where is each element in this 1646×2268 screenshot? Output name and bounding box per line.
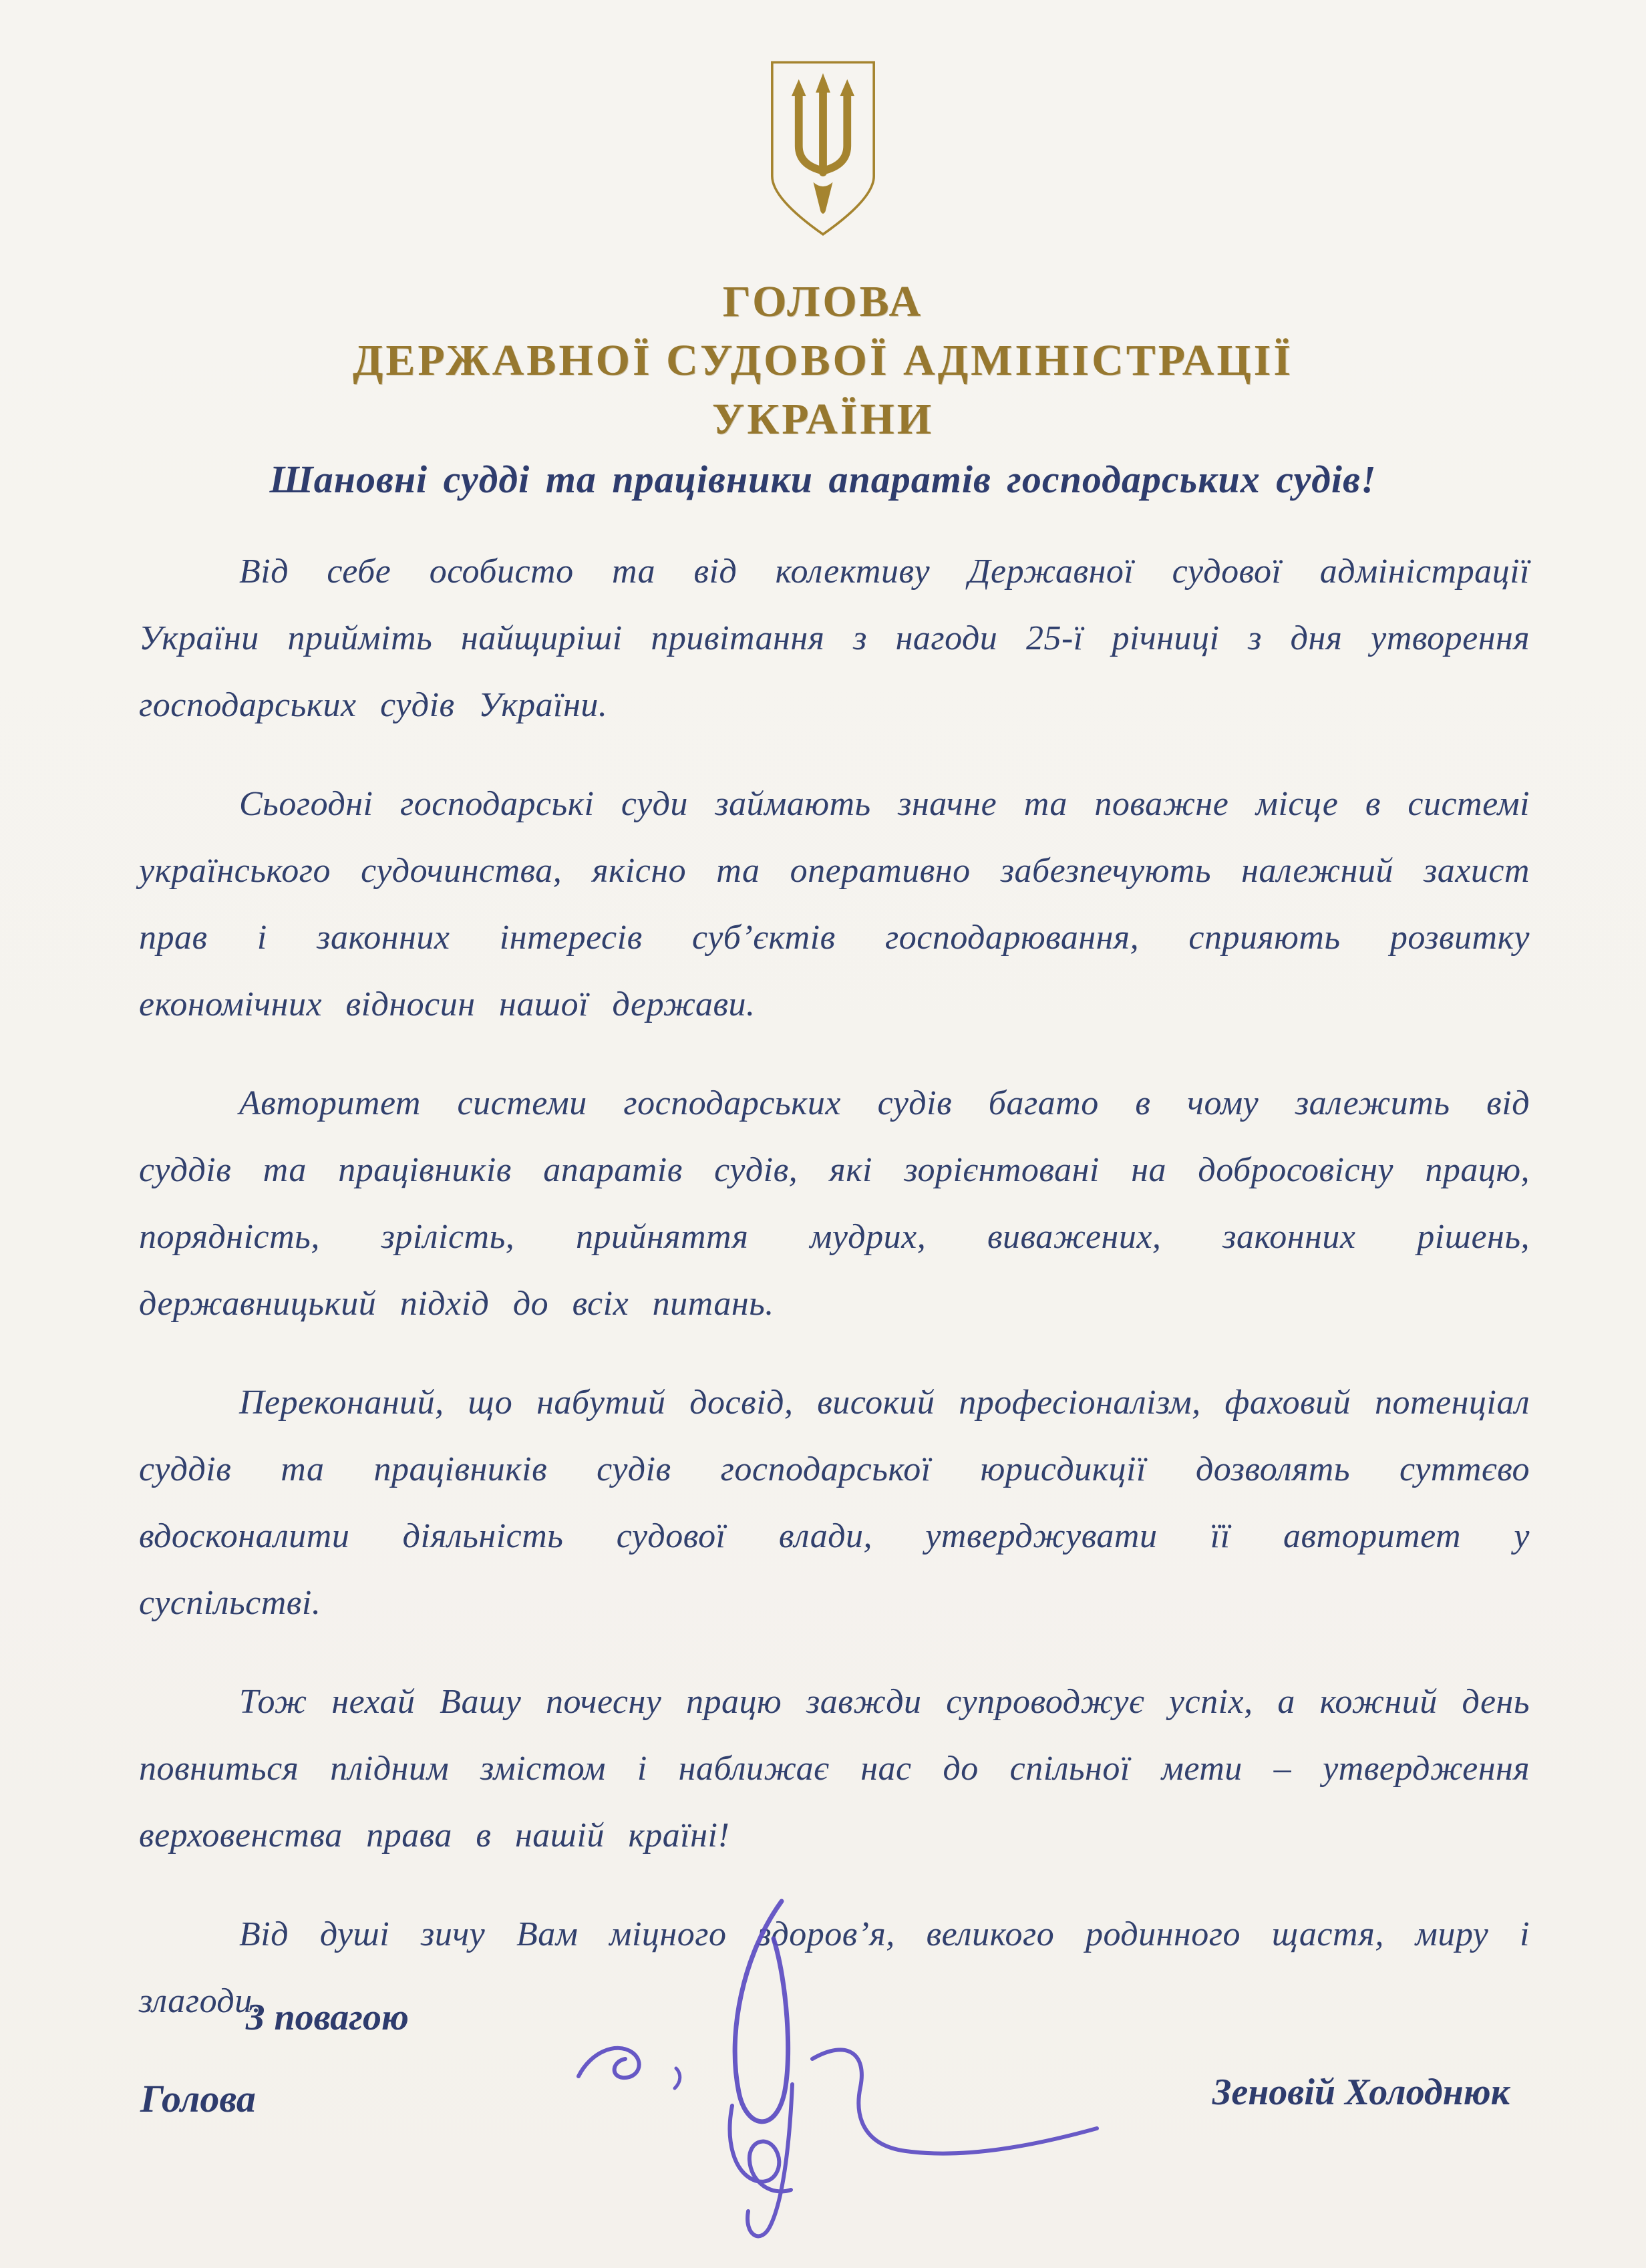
signer-position: Голова bbox=[140, 2077, 256, 2120]
salutation: Шановні судді та працівники апаратів господарських судів! bbox=[269, 458, 1377, 501]
trident-shield-icon bbox=[762, 57, 884, 239]
ukraine-trident-emblem bbox=[762, 57, 884, 239]
signer-name: Зеновій Холоднюк bbox=[1212, 2072, 1510, 2113]
paragraph-5: Тож нехай Вашу почесну працю завжди супроводжує успіх, а кожний день повниться плідним змістом і наближає нас до спільної мети – утвердження верховенства права в нашій країні! bbox=[139, 1683, 1530, 1854]
paragraph-6: Від душі зичу Вам міцного здоров’я, великого родинного щастя, миру і злагоди. bbox=[139, 1915, 1530, 2020]
paragraph-3: Авторитет системи господарських судів багато в чому залежить від суддів та працівників апаратів судів, які зорієнтовані на добросовісну працю, порядність, зрілість, прийняття мудрих, виважених, законних рішень, державницький підхід до всіх питань. bbox=[139, 1084, 1530, 1323]
letterhead-line-2: ДЕРЖАВНОЇ СУДОВОЇ АДМІНІСТРАЦІЇ bbox=[352, 336, 1294, 385]
letter-body bbox=[139, 538, 1530, 2067]
letterhead-title bbox=[0, 273, 1646, 449]
letterhead-line-3: УКРАЇНИ bbox=[711, 395, 935, 444]
paragraph-4: Переконаний, що набутий досвід, високий професіоналізм, фаховий потенціал суддів та працівників судів господарської юрисдикції дозволять суттєво вдосконалити діяльність судової влади, утверджувати її авторитет у суспільстві. bbox=[139, 1384, 1530, 1622]
paragraph-2: Сьогодні господарські суди займають значне та поважне місце в системі українського судочинства, якісно та оперативно забезпечують належний захист прав і законних інтересів суб’єктів господарювання, сприяють розвитку економічних відносин нашої держави. bbox=[139, 785, 1530, 1023]
paragraph-1: Від себе особисто та від колективу Державної судової адміністрації України прийміть найщиріші привітання з нагоди 25-ї річниці з дня утворення господарських судів України. bbox=[139, 552, 1530, 724]
letterhead-line-1: ГОЛОВА bbox=[722, 277, 924, 326]
closing-regards: З повагою bbox=[246, 1997, 409, 2038]
